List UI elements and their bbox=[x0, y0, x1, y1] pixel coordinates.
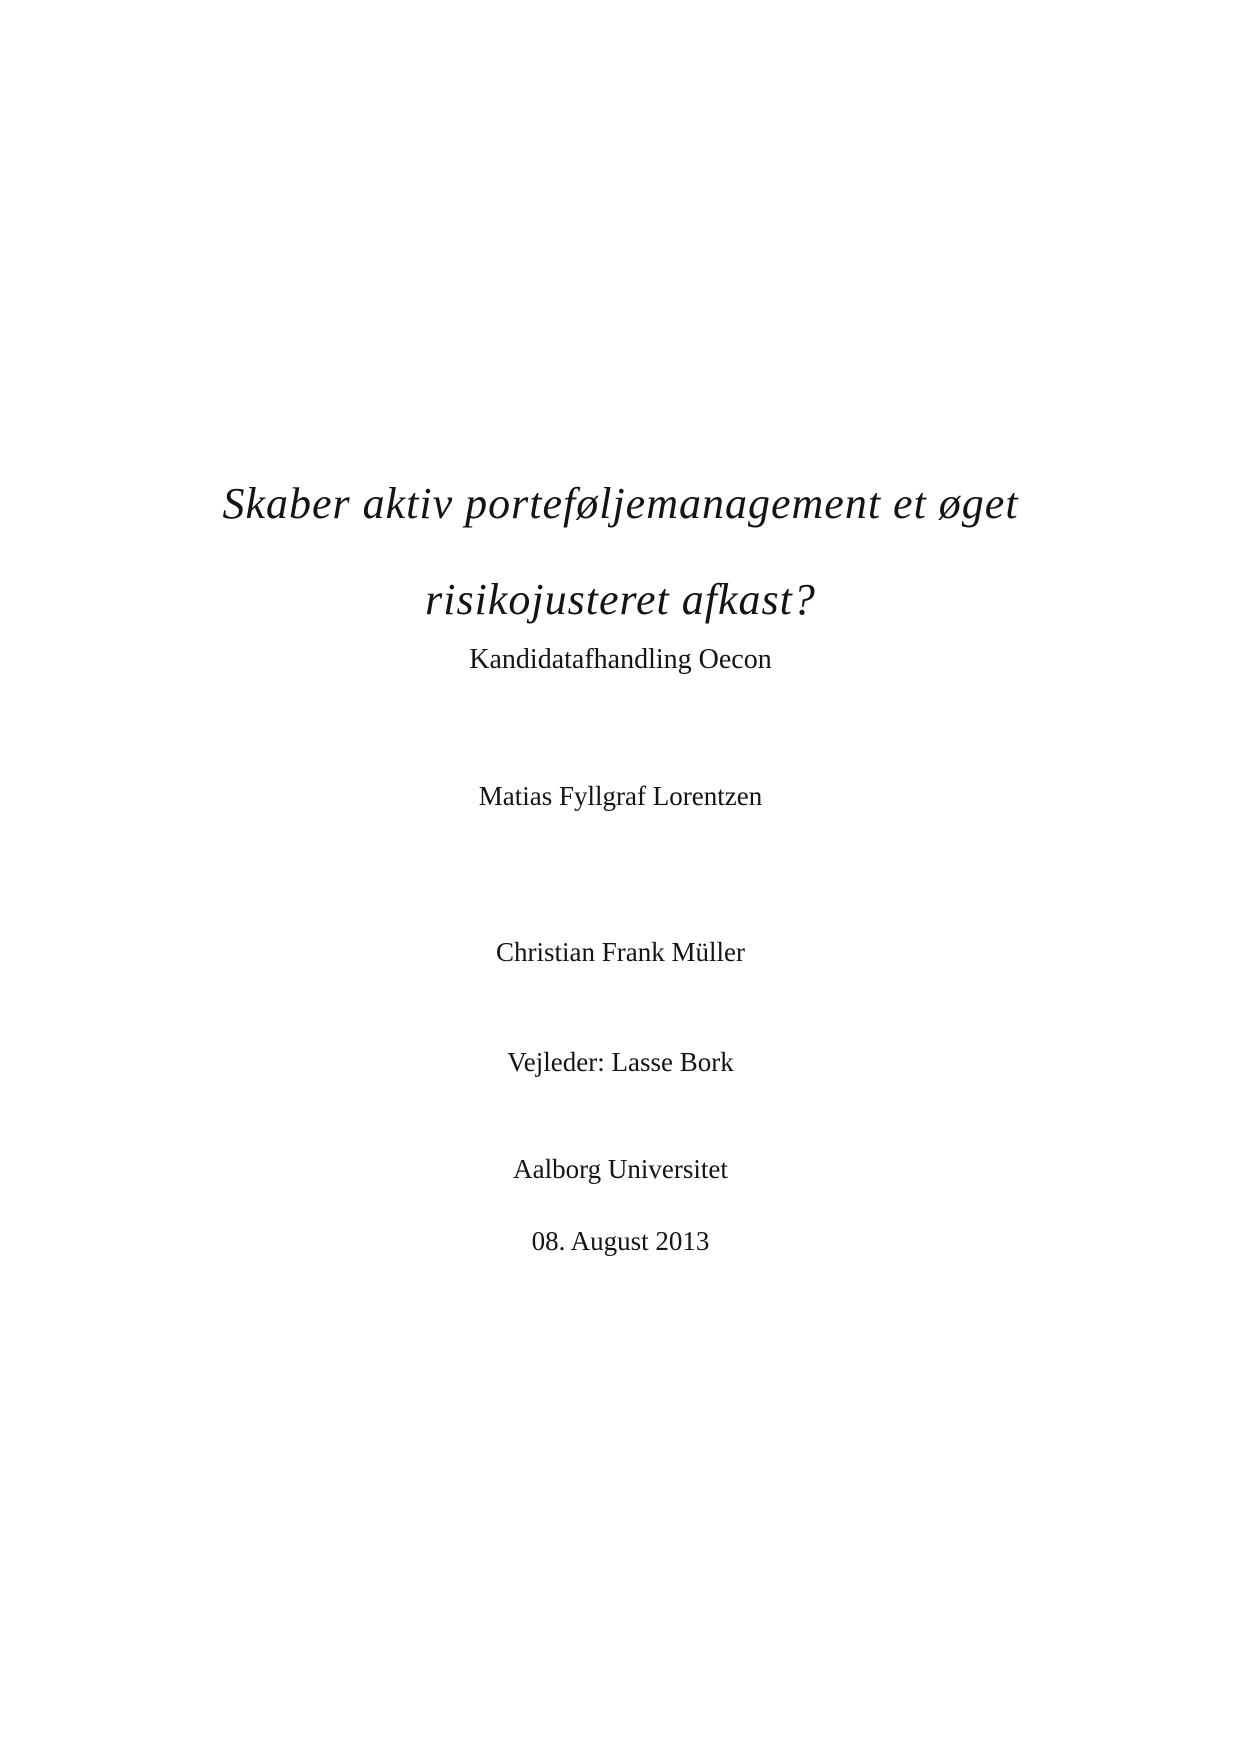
thesis-title-line-2: risikojusteret afkast? bbox=[425, 575, 816, 624]
thesis-title-line-1: Skaber aktiv porteføljemanagement et øget bbox=[222, 479, 1019, 528]
author-name-secondary: Christian Frank Müller bbox=[496, 937, 745, 967]
university-name: Aalborg Universitet bbox=[513, 1154, 728, 1184]
thesis-subtitle: Kandidatafhandling Oecon bbox=[469, 644, 772, 675]
submission-date: 08. August 2013 bbox=[531, 1226, 710, 1256]
author-name-primary: Matias Fyllgraf Lorentzen bbox=[478, 781, 763, 811]
supervisor-line: Vejleder: Lasse Bork bbox=[507, 1047, 734, 1077]
